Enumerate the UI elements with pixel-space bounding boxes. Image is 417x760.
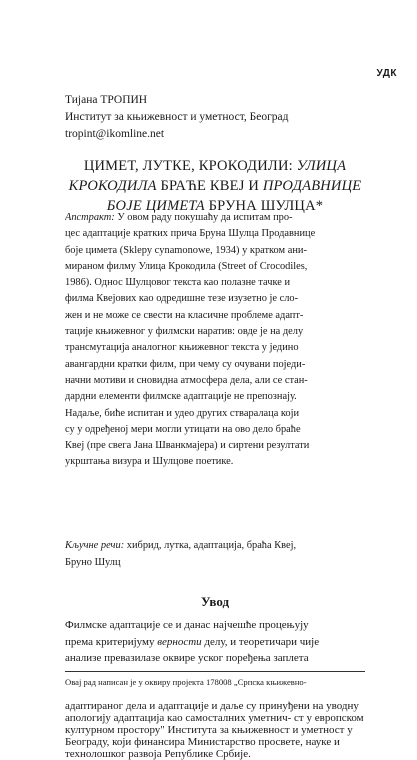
abstract-line: 1986). Однос Шулцовог текста као полазне тачке и	[65, 277, 291, 289]
body-paragraph	[65, 617, 365, 667]
abstract-line: цес адаптације кратких прича Бруна Шулца Продавнице	[65, 228, 316, 240]
title-text: БРУНА ШУЛЦА*	[204, 198, 324, 214]
title-text: ЦИМЕТ, ЛУТКЕ, КРОКОДИЛИ:	[83, 158, 297, 174]
body-text: делу, и теоретичари чије	[201, 635, 320, 648]
abstract-line	[65, 210, 365, 226]
overflow-body	[65, 700, 365, 760]
keywords	[65, 538, 365, 571]
abstract-line: су у одређеној мери могли утицати на ово дело браће	[65, 423, 301, 435]
footnote-divider	[65, 671, 365, 672]
footnote-line: уметност у Београду, који финансира Министарство просвете, науке и	[65, 724, 353, 748]
body-line: анализе превазилазе оквире уског поређења заплета	[65, 652, 309, 665]
abstract-label: Апстракт:	[65, 212, 115, 223]
abstract-line: мираном филму Улица Крокодила (Street of Crocodiles,	[65, 260, 308, 272]
title-italic: КРОКОДИЛА	[68, 178, 157, 194]
body-line: адаптираног дела и адаптације и даље су принуђени на	[65, 700, 324, 712]
abstract-line: тације књижевног у филмски наратив: овде је на делу	[65, 326, 304, 338]
abstract-line: начни мотиви и сновидна атмосфера дела, али се стан-	[65, 374, 308, 386]
udk-label: УДК	[376, 68, 397, 79]
body-line: уводну апологију адаптација као самосталних уметнич-	[65, 700, 359, 724]
body-line: Филмске адаптације се и данас најчешће процењују	[65, 619, 309, 631]
abstract-line: боје цимета (Sklepy cynamonowe, 1934) у кратком ани-	[65, 244, 307, 256]
title-line-2	[65, 176, 365, 196]
abstract-text: У овом раду покушаћу да испитам про-	[114, 212, 293, 223]
abstract-line: авангардни кратки филм, при чему су очувани поједи-	[65, 358, 306, 370]
abstract-line: дардни елементи филмске адаптације не препознају.	[65, 391, 297, 403]
author-institution: Институт за књижевност и уметност, Београд	[65, 111, 289, 123]
abstract-line: Надаље, биће испитан и удео других стваралаца који	[65, 407, 300, 419]
footnote-line: Овај рад написан је у оквиру пројекта 178008 „Српска књижевно-	[65, 677, 307, 687]
abstract-line: трансмутација аналогног књижевног текста у једино	[65, 342, 299, 354]
title-italic: БОЈЕ ЦИМЕТА	[106, 198, 205, 214]
title-line-1	[65, 156, 365, 176]
title-italic: ПРОДАВНИЦЕ	[262, 178, 362, 194]
abstract-line: укрштања визура и Шулцове поетике.	[65, 456, 234, 468]
body-line	[65, 634, 365, 651]
abstract-line: филма Квејових као одредишне тезе изузетно је сло-	[65, 293, 299, 305]
abstract-line: жен и не може се свести на класичне проблеме адапт-	[65, 309, 304, 321]
title-italic: УЛИЦА	[296, 158, 347, 174]
keywords-label: Кључне речи:	[65, 540, 125, 551]
author-block	[65, 92, 385, 143]
body-text: према критеријуму	[65, 635, 158, 648]
footnote	[65, 676, 365, 688]
keywords-line-1	[65, 538, 365, 555]
keywords-line-2: Бруно Шулц	[65, 556, 121, 568]
body-italic: верности	[157, 635, 202, 648]
paper-title	[65, 156, 365, 216]
keywords-text: хибрид, лутка, адаптација, браћа Квеј,	[124, 540, 297, 551]
abstract	[65, 210, 365, 471]
abstract-line: Квеј (пре свега Јана Шванкмајера) и сиртени резултати	[65, 440, 310, 452]
footnote-line: ст у европском културном простору" Института за књижевност и	[65, 712, 364, 736]
author-email: tropint@ikomline.net	[65, 128, 165, 140]
footnote-line: технолошког развоја Републике Србије.	[65, 748, 251, 760]
author-name: Тијана ТРОПИН	[65, 94, 148, 106]
title-text: БРАЋЕ КВЕЈ И	[156, 178, 263, 194]
section-heading: Увод	[200, 594, 230, 609]
